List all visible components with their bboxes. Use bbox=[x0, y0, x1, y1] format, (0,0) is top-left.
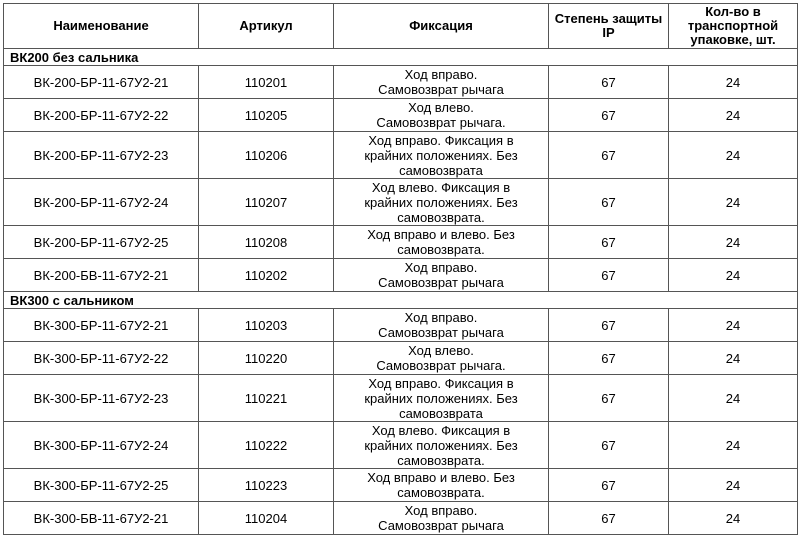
cell-fixation bbox=[334, 502, 549, 535]
table-row bbox=[4, 469, 798, 502]
fixation-line: самовозврата bbox=[399, 405, 483, 421]
group-header-row bbox=[4, 292, 798, 309]
fixation-line: Ход вправо и влево. Без bbox=[367, 470, 515, 485]
table-row bbox=[4, 259, 798, 292]
cell-protection: 67 bbox=[549, 502, 669, 535]
fixation-line: Самовозврат рычага. bbox=[376, 115, 506, 130]
cell-article: 110221 bbox=[199, 375, 334, 422]
cell-fixation bbox=[334, 179, 549, 226]
fixation-line: крайних положениях. Без bbox=[364, 147, 518, 163]
fixation-line: Ход вправо и влево. Без bbox=[367, 227, 515, 242]
cell-fixation bbox=[334, 375, 549, 422]
cell-name: ВК-200-БР-11-67У2-24 bbox=[4, 179, 199, 226]
fixation-line: Ход влево. bbox=[408, 100, 474, 115]
cell-quantity: 24 bbox=[669, 259, 798, 292]
fixation-line: самовозврата bbox=[399, 162, 483, 178]
header-fixation: Фиксация bbox=[334, 4, 549, 49]
cell-quantity: 24 bbox=[669, 422, 798, 469]
cell-article: 110201 bbox=[199, 66, 334, 99]
table-row bbox=[4, 422, 798, 469]
group-title: ВК200 без сальника bbox=[4, 49, 798, 66]
cell-article: 110208 bbox=[199, 226, 334, 259]
group-header-row bbox=[4, 49, 798, 66]
cell-protection: 67 bbox=[549, 99, 669, 132]
fixation-line: Самовозврат рычага bbox=[378, 325, 504, 340]
header-article: Артикул bbox=[199, 4, 334, 49]
cell-fixation bbox=[334, 132, 549, 179]
cell-article: 110202 bbox=[199, 259, 334, 292]
fixation-line: самовозврата. bbox=[397, 242, 485, 257]
fixation-line: Самовозврат рычага bbox=[378, 82, 504, 97]
cell-quantity: 24 bbox=[669, 66, 798, 99]
cell-name: ВК-300-БР-11-67У2-21 bbox=[4, 309, 199, 342]
cell-quantity: 24 bbox=[669, 99, 798, 132]
fixation-line: Ход влево. Фиксация в bbox=[371, 179, 511, 195]
cell-fixation bbox=[334, 66, 549, 99]
cell-fixation bbox=[334, 259, 549, 292]
table-row bbox=[4, 132, 798, 179]
header-name: Наименование bbox=[4, 4, 199, 49]
cell-name: ВК-200-БР-11-67У2-21 bbox=[4, 66, 199, 99]
table-row bbox=[4, 309, 798, 342]
cell-protection: 67 bbox=[549, 259, 669, 292]
product-table bbox=[3, 3, 798, 535]
cell-protection: 67 bbox=[549, 469, 669, 502]
cell-quantity: 24 bbox=[669, 132, 798, 179]
fixation-line: самовозврата. bbox=[397, 452, 485, 468]
cell-name: ВК-200-БР-11-67У2-22 bbox=[4, 99, 199, 132]
fixation-line: Самовозврат рычага bbox=[378, 518, 504, 533]
header-quantity: Кол-во в транспортной упаковке, шт. bbox=[669, 4, 798, 49]
fixation-line: Ход вправо. Фиксация в bbox=[368, 375, 514, 391]
cell-quantity: 24 bbox=[669, 179, 798, 226]
cell-name: ВК-300-БР-11-67У2-22 bbox=[4, 342, 199, 375]
fixation-line: самовозврата. bbox=[397, 485, 485, 500]
fixation-line: Ход вправо. bbox=[404, 310, 478, 325]
cell-quantity: 24 bbox=[669, 226, 798, 259]
table-body bbox=[4, 49, 798, 535]
table-row bbox=[4, 342, 798, 375]
cell-article: 110204 bbox=[199, 502, 334, 535]
table-row bbox=[4, 66, 798, 99]
fixation-line: крайних положениях. Без bbox=[364, 390, 518, 406]
cell-protection: 67 bbox=[549, 179, 669, 226]
cell-fixation bbox=[334, 226, 549, 259]
cell-name: ВК-300-БР-11-67У2-24 bbox=[4, 422, 199, 469]
fixation-line: Ход влево. bbox=[408, 343, 474, 358]
cell-article: 110203 bbox=[199, 309, 334, 342]
cell-protection: 67 bbox=[549, 422, 669, 469]
group-title: ВК300 с сальником bbox=[4, 292, 798, 309]
cell-fixation bbox=[334, 99, 549, 132]
cell-article: 110207 bbox=[199, 179, 334, 226]
cell-protection: 67 bbox=[549, 132, 669, 179]
table-row bbox=[4, 226, 798, 259]
cell-quantity: 24 bbox=[669, 309, 798, 342]
cell-article: 110205 bbox=[199, 99, 334, 132]
fixation-line: Ход вправо. bbox=[404, 503, 478, 518]
fixation-line: крайних положениях. Без bbox=[364, 437, 518, 453]
cell-protection: 67 bbox=[549, 342, 669, 375]
cell-protection: 67 bbox=[549, 375, 669, 422]
cell-name: ВК-300-БР-11-67У2-25 bbox=[4, 469, 199, 502]
cell-fixation bbox=[334, 422, 549, 469]
cell-name: ВК-200-БВ-11-67У2-21 bbox=[4, 259, 199, 292]
cell-protection: 67 bbox=[549, 226, 669, 259]
fixation-line: Ход влево. Фиксация в bbox=[371, 422, 511, 438]
cell-article: 110223 bbox=[199, 469, 334, 502]
table-row bbox=[4, 502, 798, 535]
header-protection: Степень защиты IP bbox=[549, 4, 669, 49]
cell-protection: 67 bbox=[549, 309, 669, 342]
cell-quantity: 24 bbox=[669, 469, 798, 502]
cell-fixation bbox=[334, 309, 549, 342]
cell-name: ВК-300-БВ-11-67У2-21 bbox=[4, 502, 199, 535]
cell-quantity: 24 bbox=[669, 502, 798, 535]
fixation-line: самовозврата. bbox=[397, 209, 485, 225]
cell-name: ВК-200-БР-11-67У2-25 bbox=[4, 226, 199, 259]
cell-article: 110206 bbox=[199, 132, 334, 179]
fixation-line: Самовозврат рычага bbox=[378, 275, 504, 290]
table-row bbox=[4, 99, 798, 132]
table-row bbox=[4, 179, 798, 226]
cell-article: 110220 bbox=[199, 342, 334, 375]
cell-quantity: 24 bbox=[669, 342, 798, 375]
cell-name: ВК-300-БР-11-67У2-23 bbox=[4, 375, 199, 422]
cell-quantity: 24 bbox=[669, 375, 798, 422]
cell-fixation bbox=[334, 342, 549, 375]
fixation-line: Ход вправо. bbox=[404, 260, 478, 275]
fixation-line: Ход вправо. Фиксация в bbox=[368, 132, 514, 148]
fixation-line: Ход вправо. bbox=[404, 67, 478, 82]
cell-fixation bbox=[334, 469, 549, 502]
header-row bbox=[4, 4, 798, 49]
fixation-line: крайних положениях. Без bbox=[364, 194, 518, 210]
fixation-line: Самовозврат рычага. bbox=[376, 358, 506, 373]
cell-name: ВК-200-БР-11-67У2-23 bbox=[4, 132, 199, 179]
table-row bbox=[4, 375, 798, 422]
cell-protection: 67 bbox=[549, 66, 669, 99]
cell-article: 110222 bbox=[199, 422, 334, 469]
